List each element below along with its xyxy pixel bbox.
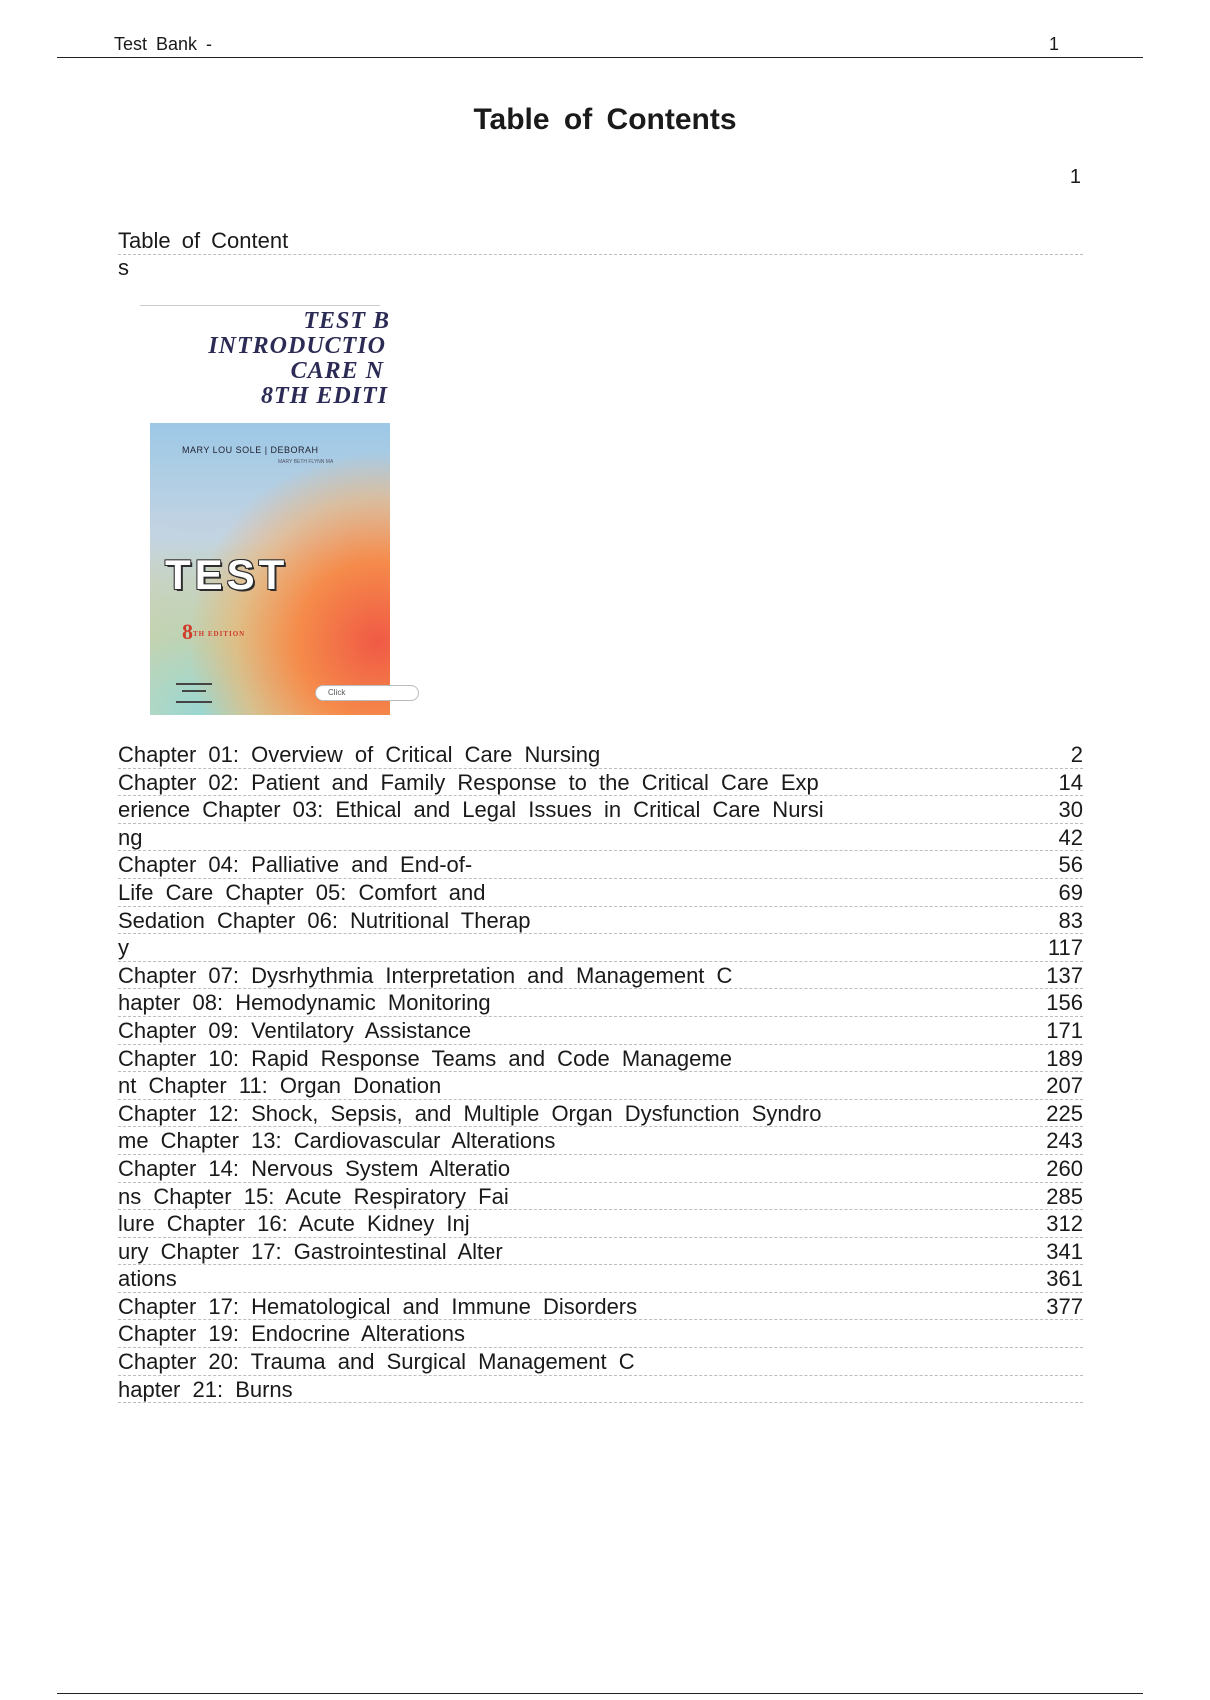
toc-entry-page: 243: [1046, 1128, 1083, 1154]
toc-entry-page: 156: [1046, 990, 1083, 1016]
cover-title-line: CARE N: [290, 358, 384, 384]
toc-entry-page: 69: [1058, 879, 1083, 905]
toc-entry-page: 14: [1058, 769, 1083, 795]
cover-edition-number: 8: [182, 619, 193, 644]
toc-entry-page: 207: [1046, 1073, 1083, 1099]
cover-title-area: [140, 305, 390, 426]
toc-entry-page: 30: [1058, 797, 1083, 823]
toc-entry-title: Chapter 09: Ventilatory Assistance: [118, 1017, 472, 1043]
toc-entry[interactable]: [118, 1183, 1083, 1211]
toc-entry[interactable]: [118, 1045, 1083, 1073]
toc-entry[interactable]: [118, 1155, 1083, 1183]
toc-entry-page: 42: [1058, 824, 1083, 850]
toc-entry[interactable]: [118, 962, 1083, 990]
toc-entry-title: Chapter 17: Hematological and Immune Disorders: [118, 1293, 638, 1319]
toc-entry[interactable]: [118, 879, 1083, 907]
toc-entry[interactable]: [118, 1017, 1083, 1045]
toc-entry[interactable]: [118, 1348, 1083, 1376]
footer-divider: [57, 1693, 1143, 1694]
toc-entry[interactable]: [118, 1293, 1083, 1321]
toc-entry-title: y: [118, 935, 129, 961]
toc-entry-title: Chapter 19: Endocrine Alterations: [118, 1321, 465, 1347]
cover-title-line: 8TH EDITI: [260, 383, 388, 409]
toc-entry-page: 225: [1046, 1100, 1083, 1126]
toc-entry-title: Chapter 14: Nervous System Alteratio: [118, 1155, 511, 1181]
toc-entry[interactable]: [118, 796, 1083, 824]
toc-entry[interactable]: [118, 741, 1083, 769]
toc-entry-page: 312: [1046, 1211, 1083, 1237]
toc-entry[interactable]: [118, 989, 1083, 1017]
toc-entry[interactable]: [118, 769, 1083, 797]
cover-edition: [182, 619, 245, 645]
toc-entry-title: hapter 08: Hemodynamic Monitoring: [118, 990, 491, 1016]
toc-entry[interactable]: [118, 1210, 1083, 1238]
toc-entry-title: Chapter 01: Overview of Critical Care Nursing: [118, 742, 601, 767]
toc-entry-page: 56: [1058, 852, 1083, 878]
toc-entry-title: ns Chapter 15: Acute Respiratory Fai: [118, 1183, 509, 1209]
cover-edition-word: TH EDITION: [193, 629, 246, 638]
toc-entry[interactable]: [118, 934, 1083, 962]
toc-entry[interactable]: [118, 1265, 1083, 1293]
cover-click-button[interactable]: Click: [315, 685, 419, 701]
cover-artwork: [150, 423, 390, 715]
toc-entry[interactable]: [118, 824, 1083, 852]
toc-entry-title: nt Chapter 11: Organ Donation: [118, 1073, 442, 1099]
header-page-number: 1: [1048, 34, 1059, 54]
page-header: [57, 34, 1143, 58]
toc-entry[interactable]: [118, 1320, 1083, 1348]
toc-entry-page: 285: [1046, 1183, 1083, 1209]
toc-entry-title: Chapter 04: Palliative and End-of-: [118, 852, 473, 878]
toc-entry[interactable]: [118, 1127, 1083, 1155]
toc-entry-page: 260: [1046, 1155, 1083, 1181]
toc-entry[interactable]: [118, 907, 1083, 935]
toc-self-page-number: 1: [1069, 166, 1081, 188]
toc-entry[interactable]: [118, 1072, 1083, 1100]
toc-entry[interactable]: [118, 851, 1083, 879]
toc-entry-title: Chapter 07: Dysrhythmia Interpretation and Management C: [118, 962, 733, 988]
toc-entry-page: 189: [1046, 1045, 1083, 1071]
cover-title-line: TEST B: [303, 308, 390, 334]
toc-entry-title: Chapter 12: Shock, Sepsis, and Multiple Organ Dysfunction Syndro: [118, 1100, 822, 1126]
header-title: Test Bank -: [114, 34, 213, 54]
toc-self-line-1: Table of Content: [118, 228, 1083, 255]
toc-entry-page: 117: [1047, 935, 1083, 961]
toc-entry[interactable]: [118, 1238, 1083, 1266]
toc-entry-page: 137: [1046, 962, 1083, 988]
publisher-logo-icon: [176, 683, 212, 703]
toc-entry-title: lure Chapter 16: Acute Kidney Inj: [118, 1211, 470, 1237]
toc-entry-title: hapter 21: Burns: [118, 1376, 293, 1402]
cover-authors: MARY LOU SOLE | DEBORAH: [182, 445, 319, 455]
toc-entry-page: 361: [1046, 1266, 1083, 1292]
page-title: Table of Contents: [473, 103, 737, 136]
toc-entry-page: 83: [1058, 907, 1083, 933]
cover-coauthors: MARY BETH FLYNN MA: [278, 459, 334, 465]
toc-entry-title: Chapter 02: Patient and Family Response to the Critical Care Exp: [118, 769, 819, 795]
toc-entry-title: ng: [118, 824, 143, 850]
toc-self-line-2: s: [118, 255, 129, 280]
book-cover-image: [140, 305, 390, 715]
toc-entry[interactable]: [118, 1376, 1083, 1404]
toc-entry-title: ury Chapter 17: Gastrointestinal Alter: [118, 1238, 503, 1264]
toc-entry-title: me Chapter 13: Cardiovascular Alterations: [118, 1128, 556, 1154]
toc-entry-page: 341: [1046, 1238, 1083, 1264]
toc-entry-title: Chapter 10: Rapid Response Teams and Code Manageme: [118, 1045, 732, 1071]
toc-entry-page: 377: [1046, 1293, 1083, 1319]
toc-entry[interactable]: [118, 1100, 1083, 1128]
toc-self-entry[interactable]: [118, 228, 1083, 281]
toc-entry-title: Life Care Chapter 05: Comfort and: [118, 879, 486, 905]
cover-title-line: INTRODUCTIO: [208, 333, 386, 359]
toc-entry-title: erience Chapter 03: Ethical and Legal Issues in Critical Care Nursi: [118, 797, 824, 823]
table-of-contents: [118, 741, 1083, 1403]
toc-entry-title: ations: [118, 1266, 177, 1292]
toc-entry-page: 2: [1070, 742, 1083, 767]
toc-entry-title: Sedation Chapter 06: Nutritional Therap: [118, 907, 531, 933]
cover-big-title: TEST: [165, 551, 289, 598]
toc-entry-page: 171: [1046, 1017, 1083, 1043]
toc-entry-title: Chapter 20: Trauma and Surgical Management C: [118, 1349, 635, 1375]
